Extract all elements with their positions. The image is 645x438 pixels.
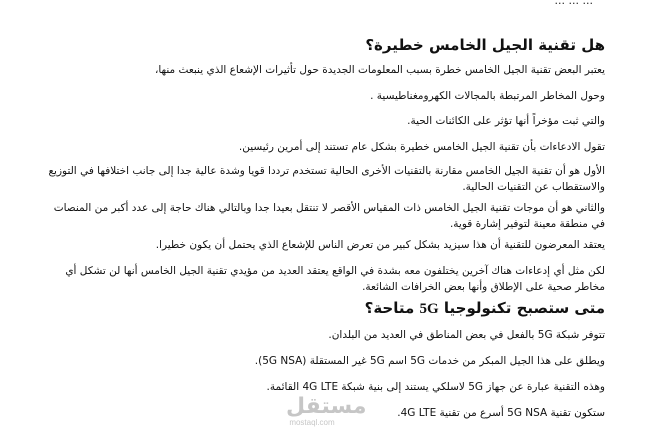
section-heading-5g-availability — [365, 299, 605, 318]
paragraph: تقول الادعاءات بأن تقنية الجيل الخامس خطيرة بشكل عام تستند إلى أمرين رئيسين. — [238, 141, 605, 153]
paragraph: يعتقد المعرضون للتقنية أن هذا سيزيد بشكل كبير من تعرض الناس للإشعاع الذي يحتمل أن يكون خطيرا. — [155, 239, 605, 251]
mostaql-watermark — [286, 394, 367, 428]
paragraph: تتوفر شبكة 5G بالفعل في بعض المناطق في العديد من البلدان. — [328, 329, 605, 341]
heading-text-5g: 5G — [419, 301, 439, 317]
cut-off-text-fragment: ... ... ... — [554, 0, 593, 7]
paragraph: لكن مثل أي إدعاءات هناك آخرين يختلفون معه بشدة في الواقع يعتقد العديد من مؤيدي تقنية الجيل الخامس أنها لن تشكل أي مخاطر صحية على الإطلاق وأنها بعض الخرافات الشائعة. — [65, 265, 605, 293]
paragraph: وحول المخاطر المرتبطة بالمجالات الكهرومغناطيسية . — [370, 90, 605, 102]
paragraph: والتي ثبت مؤخراً أنها تؤثر على الكائنات الحية. — [407, 115, 605, 127]
paragraph: الأول هو أن تقنية الجيل الخامس مقارنة بالتقنيات الأخرى الحالية تستخدم ترددا قويا وشدة عالية جدا إلى جانب اختلافها في التوزيع والاستقطاب عن التقنيات الحالية. — [48, 165, 605, 193]
paragraph: وهذه التقنية عبارة عن جهاز 5G لاسلكي يستند إلى بنية شبكة 4G LTE القائمة. — [266, 381, 605, 393]
watermark-latin: mostaql.com — [289, 418, 335, 427]
paragraph: والثاني هو أن موجات تقنية الجيل الخامس ذات المقياس الأقصر لا تنتقل بعيدا جدا وبالتالي هناك حاجة إلى عدد أكبر من المنصات في منطقة معينة لتوفير إشارة قوية. — [53, 202, 605, 230]
watermark-arabic: مستقل — [286, 394, 367, 419]
section-heading-5g-danger: هل تقنية الجيل الخامس خطيرة؟ — [365, 36, 605, 54]
paragraph: ستكون تقنية 5G NSA أسرع من تقنية 4G LTE. — [397, 407, 605, 419]
heading-text-end: متاحة؟ — [364, 299, 420, 317]
paragraph: ويطلق على هذا الجيل المبكر من خدمات 5G اسم 5G غير المستقلة (5G NSA). — [254, 355, 605, 367]
heading-text-start: متى ستصبح تكنولوجيا — [438, 299, 605, 317]
paragraph: يعتبر البعض تقنية الجيل الخامس خطرة بسبب المعلومات الجديدة حول تأثيرات الإشعاع الذي ينبعث منها، — [154, 64, 605, 76]
